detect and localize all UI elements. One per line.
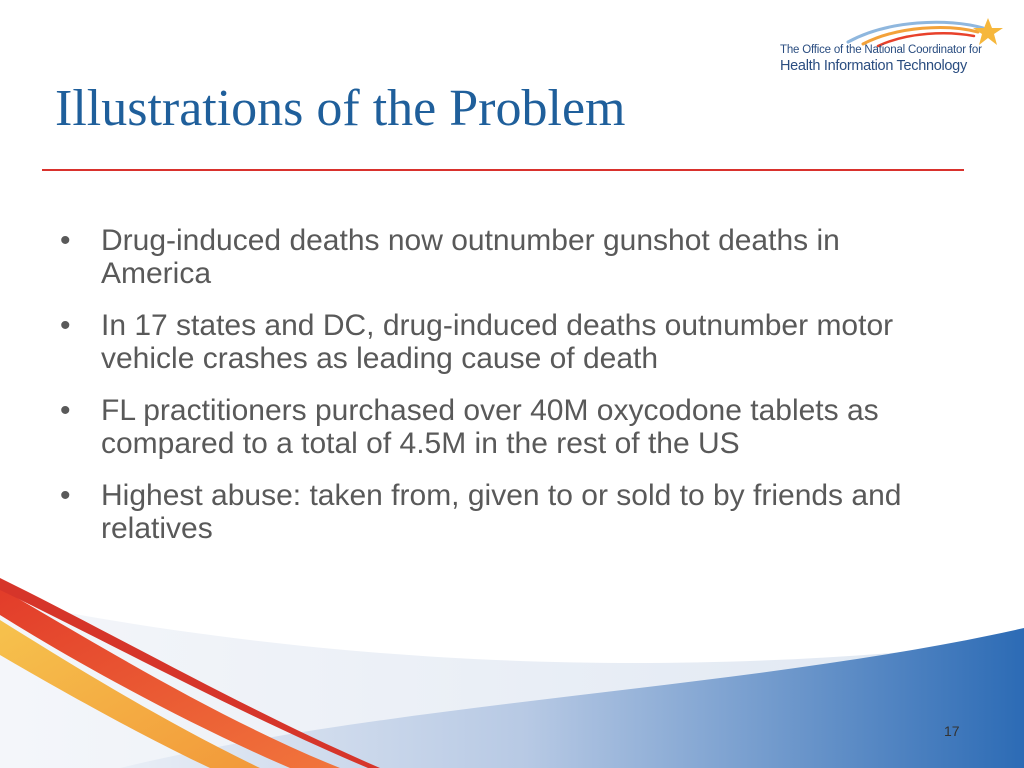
bullet-text: In 17 states and DC, drug-induced deaths outnumber motor vehicle crashes as leading cause of death: [101, 309, 894, 375]
bullet-text: FL practitioners purchased over 40M oxycodone tablets as compared to a total of 4.5M in the rest of the US: [101, 394, 879, 460]
title-divider: [42, 169, 964, 171]
bullet-icon: •: [60, 224, 71, 257]
logo-org-line1: The Office of the National Coordinator for: [780, 44, 982, 56]
bullet-text: Highest abuse: taken from, given to or sold to by friends and relatives: [101, 479, 902, 545]
bullet-item: [60, 479, 950, 545]
bullet-text: Drug-induced deaths now outnumber gunshot deaths in America: [101, 224, 840, 290]
page-number: 17: [944, 723, 960, 739]
logo-org-line2: Health Information Technology: [780, 58, 967, 74]
bullet-icon: •: [60, 394, 71, 427]
bullet-icon: •: [60, 309, 71, 342]
bullet-item: [60, 224, 950, 290]
bullet-item: [60, 394, 950, 460]
bullet-icon: •: [60, 479, 71, 512]
bullet-item: [60, 309, 950, 375]
onc-logo: [778, 14, 1008, 76]
bullet-list: [60, 224, 950, 564]
slide-title: Illustrations of the Problem: [55, 80, 626, 137]
